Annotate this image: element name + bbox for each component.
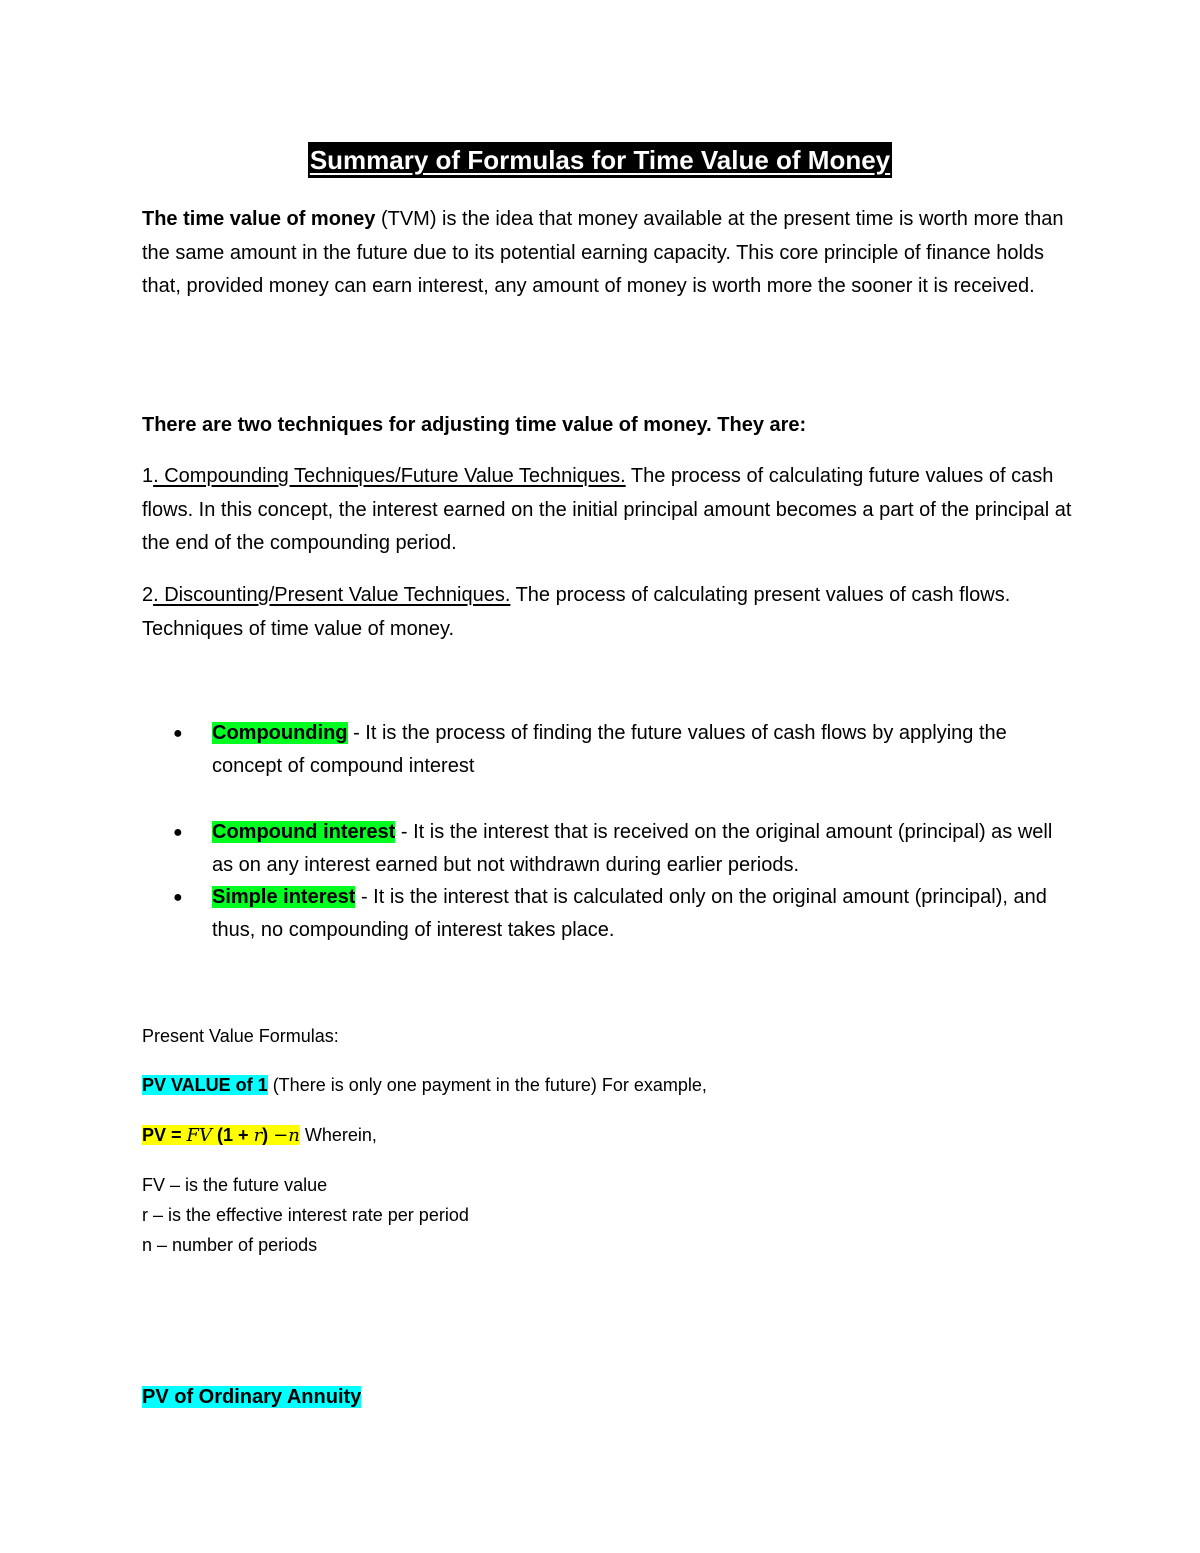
bullet-desc: - It is the process of finding the future values of cash flows by applying the concept of compound interest (212, 722, 1007, 777)
formula-highlight (142, 1125, 300, 1145)
definition-fv: FV – is the future value (142, 1175, 328, 1195)
term-highlight: Compound interest (212, 821, 396, 843)
formula-r: r (253, 1125, 263, 1146)
formula-exponent: −n (273, 1125, 300, 1146)
technique-number: 2 (142, 584, 154, 606)
technique-item-2 (142, 579, 1072, 646)
formula-lhs: PV = (142, 1125, 187, 1145)
bullet-icon: ● (173, 824, 183, 841)
bullet-item-compound-interest (212, 816, 1072, 882)
technique-desc: The process of calculating present values of cash flows. Techniques of time value of money. (142, 584, 1011, 640)
definition-r: r – is the effective interest rate per period (142, 1205, 469, 1225)
technique-item-1 (142, 460, 1072, 561)
term-highlight: Compounding (212, 722, 348, 744)
technique-desc: The process of calculating future values of cash flows. In this concept, the interest earned on the initial principal amount becomes a part of the principal at the end of the compounding period. (142, 465, 1072, 554)
intro-term: The time value of money (142, 208, 376, 230)
title-container (0, 142, 1200, 178)
pv-value-line (142, 1070, 707, 1100)
pv-value-label: PV VALUE of 1 (142, 1075, 268, 1095)
page-title: Summary of Formulas for Time Value of Money (308, 142, 892, 178)
bullet-item-simple-interest (212, 881, 1072, 947)
annuity-heading-label: PV of Ordinary Annuity (142, 1386, 362, 1408)
bullet-desc: - It is the interest that is calculated only on the original amount (principal), and thus, no compounding of interest takes place. (212, 886, 1047, 941)
formula-fv: FV (186, 1125, 213, 1146)
pv-formula (142, 1120, 377, 1151)
formula-after: Wherein, (299, 1125, 377, 1145)
bullet-icon: ● (173, 725, 183, 742)
formula-paren-close: ) (262, 1125, 274, 1145)
intro-paragraph (142, 203, 1072, 304)
technique-name: . Compounding Techniques/Future Value Techniques. (153, 465, 626, 487)
pv-value-desc: (There is only one payment in the future) For example, (267, 1075, 707, 1095)
intro-text: (TVM) is the idea that money available at the present time is worth more than the same amount in the future due to its potential earning capacity. This core principle of finance holds that, provided money can earn interest, any amount of money is worth more the sooner it is received. (142, 208, 1064, 297)
term-highlight: Simple interest (212, 886, 356, 908)
definition-n: n – number of periods (142, 1235, 318, 1255)
technique-number: 1 (142, 465, 154, 487)
formula-paren-open: (1 + (212, 1125, 254, 1145)
annuity-heading (142, 1382, 361, 1412)
bullet-item-compounding (212, 717, 1072, 783)
pv-formulas-heading: Present Value Formulas: (142, 1026, 339, 1046)
bullet-icon: ● (173, 889, 183, 906)
bullet-desc: - It is the interest that is received on the original amount (principal) as well as on any interest earned but not withdrawn during earlier periods. (212, 821, 1053, 876)
techniques-heading: There are two techniques for adjusting time value of money. They are: (142, 414, 807, 436)
technique-name: . Discounting/Present Value Techniques. (153, 584, 511, 606)
